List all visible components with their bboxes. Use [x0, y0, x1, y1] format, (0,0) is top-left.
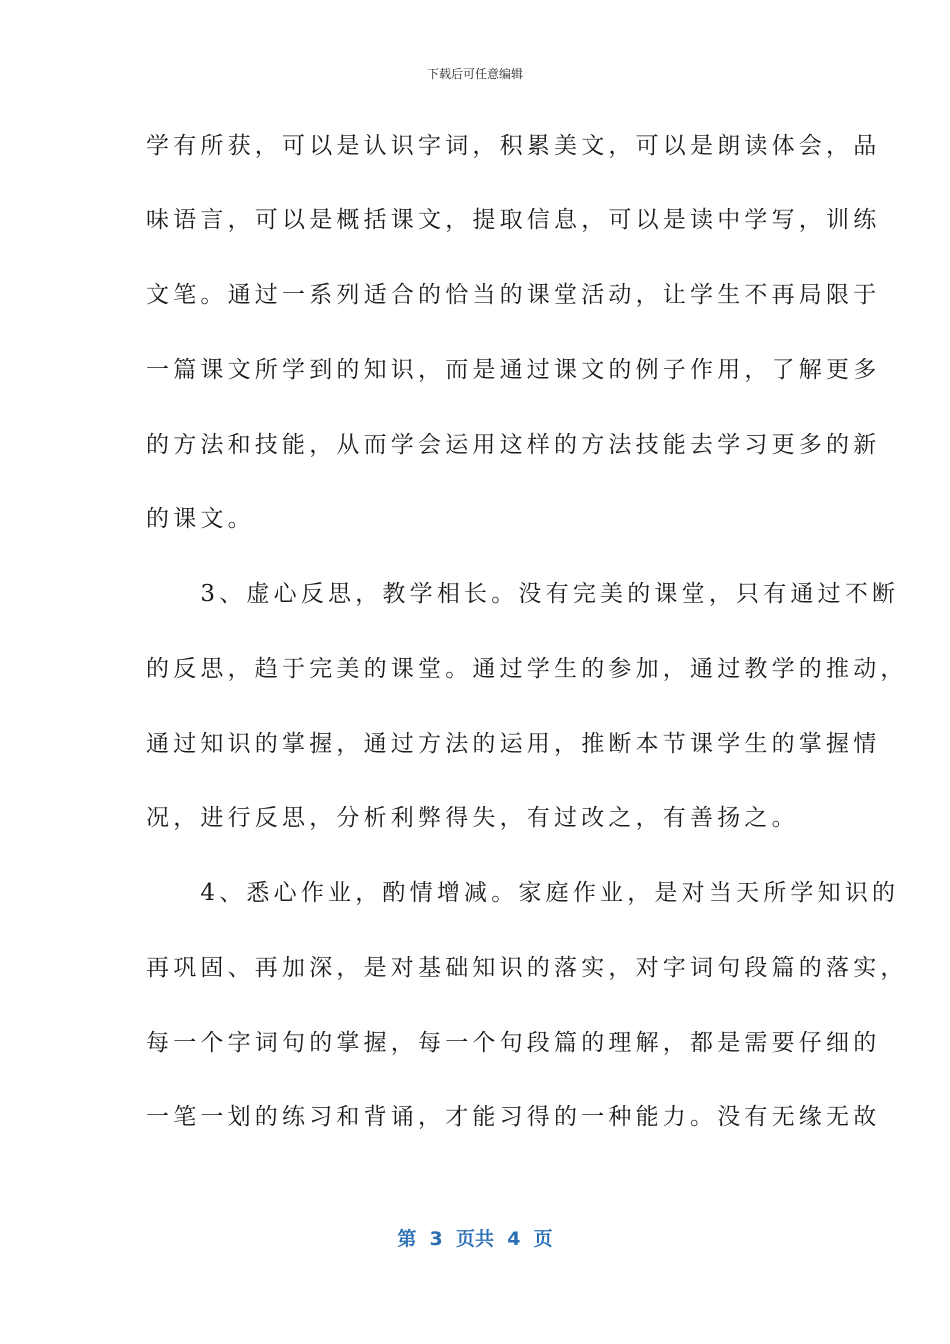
body-line-3: 文笔。通过一系列适合的恰当的课堂活动，让学生不再局限于	[146, 282, 881, 308]
body-line-10: 况，进行反思，分析利弊得失，有过改之，有善扬之。	[146, 805, 799, 831]
body-line-14: 一笔一划的练习和背诵，才能习得的一种能力。没有无缘无故	[146, 1104, 881, 1130]
body-line-11: 4、悉心作业，酌情增减。家庭作业，是对当天所学知识的	[146, 880, 900, 906]
body-line-2: 味语言，可以是概括课文，提取信息，可以是读中学写，训练	[146, 207, 881, 233]
body-line-9: 通过知识的掌握，通过方法的运用，推断本节课学生的掌握情	[146, 731, 881, 757]
page-footer: 第 3 页共 4 页	[397, 1228, 553, 1250]
body-line-8: 的反思，趋于完美的课堂。通过学生的参加，通过教学的推动，	[146, 656, 908, 682]
body-line-7: 3、虚心反思，教学相长。没有完美的课堂，只有通过不断	[146, 581, 900, 607]
body-line-1: 学有所获，可以是认识字词，积累美文，可以是朗读体会，品	[146, 133, 881, 159]
body-line-6: 的课文。	[146, 506, 255, 532]
body-line-12: 再巩固、再加深，是对基础知识的落实，对字词句段篇的落实，	[146, 955, 908, 981]
page-header: 下载后可任意编辑	[426, 67, 523, 81]
body-line-13: 每一个字词句的掌握，每一个句段篇的理解，都是需要仔细的	[146, 1030, 881, 1056]
body-line-5: 的方法和技能，从而学会运用这样的方法技能去学习更多的新	[146, 432, 881, 458]
body-line-4: 一篇课文所学到的知识，而是通过课文的例子作用，了解更多	[146, 357, 881, 383]
